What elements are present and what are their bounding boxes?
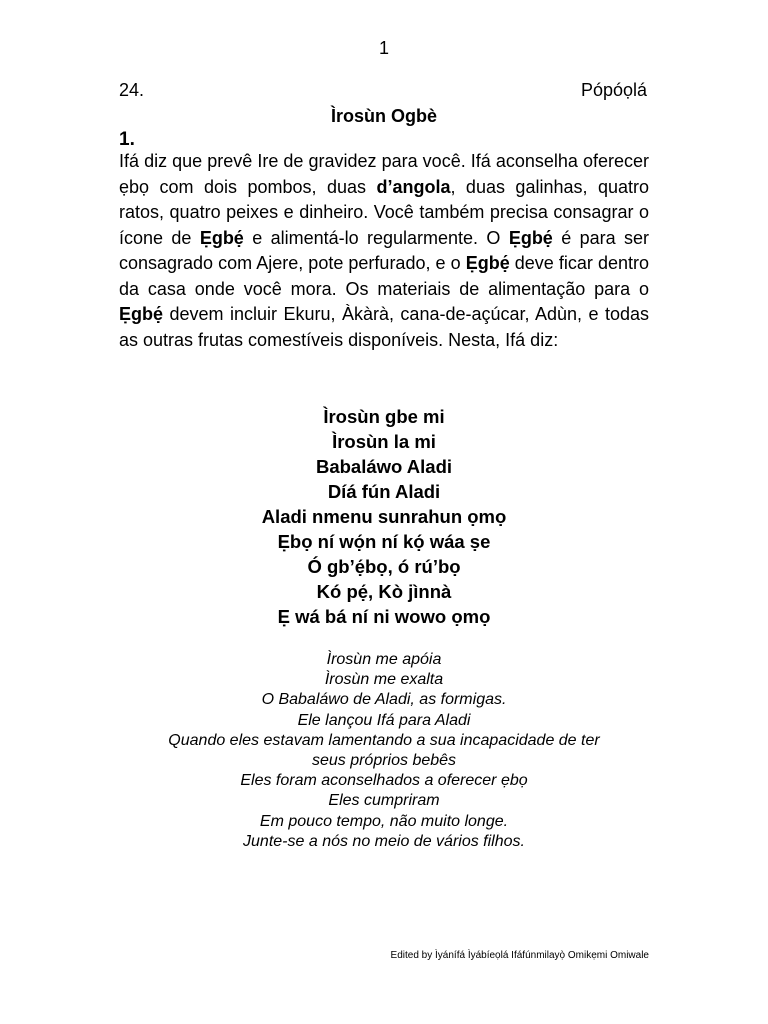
verse-line: Ìrosùn la mi xyxy=(332,431,436,452)
body-text-segment: deve ficar dentro da casa onde você mora. Os materiais de alimentação para o xyxy=(119,253,650,299)
verse-line: Babaláwo Aladi xyxy=(315,456,453,477)
translation-line: Ìrosùn me exalta xyxy=(324,671,444,689)
translation-line: Quando eles estavam lamentando a sua incapacidade de ter xyxy=(168,731,600,749)
verse-line: Aladi nmenu sunrahun ọmọ xyxy=(261,506,507,527)
body-text-segment: é para ser consagrado com Ajere, pote perfurado, e o xyxy=(119,227,649,273)
translation-line: Em pouco tempo, não muito longe. xyxy=(259,812,509,830)
body-text-bold: Ẹgbẹ́ xyxy=(465,253,510,273)
translation-line: Eles cumpriram xyxy=(328,792,440,810)
body-text-bold: Ẹgbẹ́ xyxy=(508,227,553,248)
verse-number: 24. xyxy=(119,80,145,100)
verse-line: Díá fún Aladi xyxy=(327,481,441,502)
body-paragraph xyxy=(119,149,649,353)
verse-yoruba xyxy=(0,404,768,629)
translation-line: O Babaláwo de Aladi, as formigas. xyxy=(261,691,507,709)
body-text-segment: e alimentá-lo regularmente. O xyxy=(243,227,509,248)
header-row xyxy=(119,80,649,104)
translation-line: Eles foram aconselhados a oferecer ẹbọ xyxy=(240,772,528,790)
translation-line: Ele lançou Ifá para Aladi xyxy=(297,711,471,729)
body-text-bold: Ẹgbẹ́ xyxy=(199,227,244,248)
verse-line: Kó pẹ́, Kò jìnnà xyxy=(316,581,452,602)
verse-line: Ó gb’ẹ́bọ, ó rú’bọ xyxy=(307,556,461,577)
body-text-bold: d’angola xyxy=(376,176,451,197)
editor-credit: Edited by Ìyánífá Ìyábíeọlá Ifáfúnmilayọ̀ Omikẹmi Omiwale xyxy=(390,950,649,961)
translation-line: Junte-se a nós no meio de vários filhos. xyxy=(243,832,525,850)
verse-line: Ẹ wá bá ní ni wowo ọmọ xyxy=(277,606,491,627)
translation-line: seus próprios bebês xyxy=(311,752,457,770)
body-text-segment: Ifá diz que prevê Ire de gravidez para você. Ifá aconselha oferecer ẹbọ com dois pombos, duas xyxy=(119,151,649,197)
verse-translation xyxy=(0,650,768,852)
body-text-bold: Ẹgbẹ́ xyxy=(119,304,164,324)
translation-line: Ìrosùn me apóia xyxy=(326,651,442,668)
odu-title: Ìrosùn Ogbè xyxy=(330,106,437,126)
section-number: 1. xyxy=(119,129,135,150)
verse-line: Ẹbọ ní wọ́n ní kọ́ wáa ṣe xyxy=(277,531,491,552)
verse-line: Ìrosùn gbe mi xyxy=(323,406,445,427)
body-text-segment: devem incluir Ekuru, Àkàrà, cana-de-açúcar, Adùn, e todas as outras frutas comestíveis disponíveis. Nesta, Ifá diz: xyxy=(119,304,649,350)
page-number: 1 xyxy=(378,38,389,58)
body-text-segment: , duas galinhas, quatro ratos, quatro peixes e dinheiro. Você também precisa consagrar o ícone de xyxy=(119,176,649,248)
odu-header-name: Pópóọlá xyxy=(580,80,647,100)
